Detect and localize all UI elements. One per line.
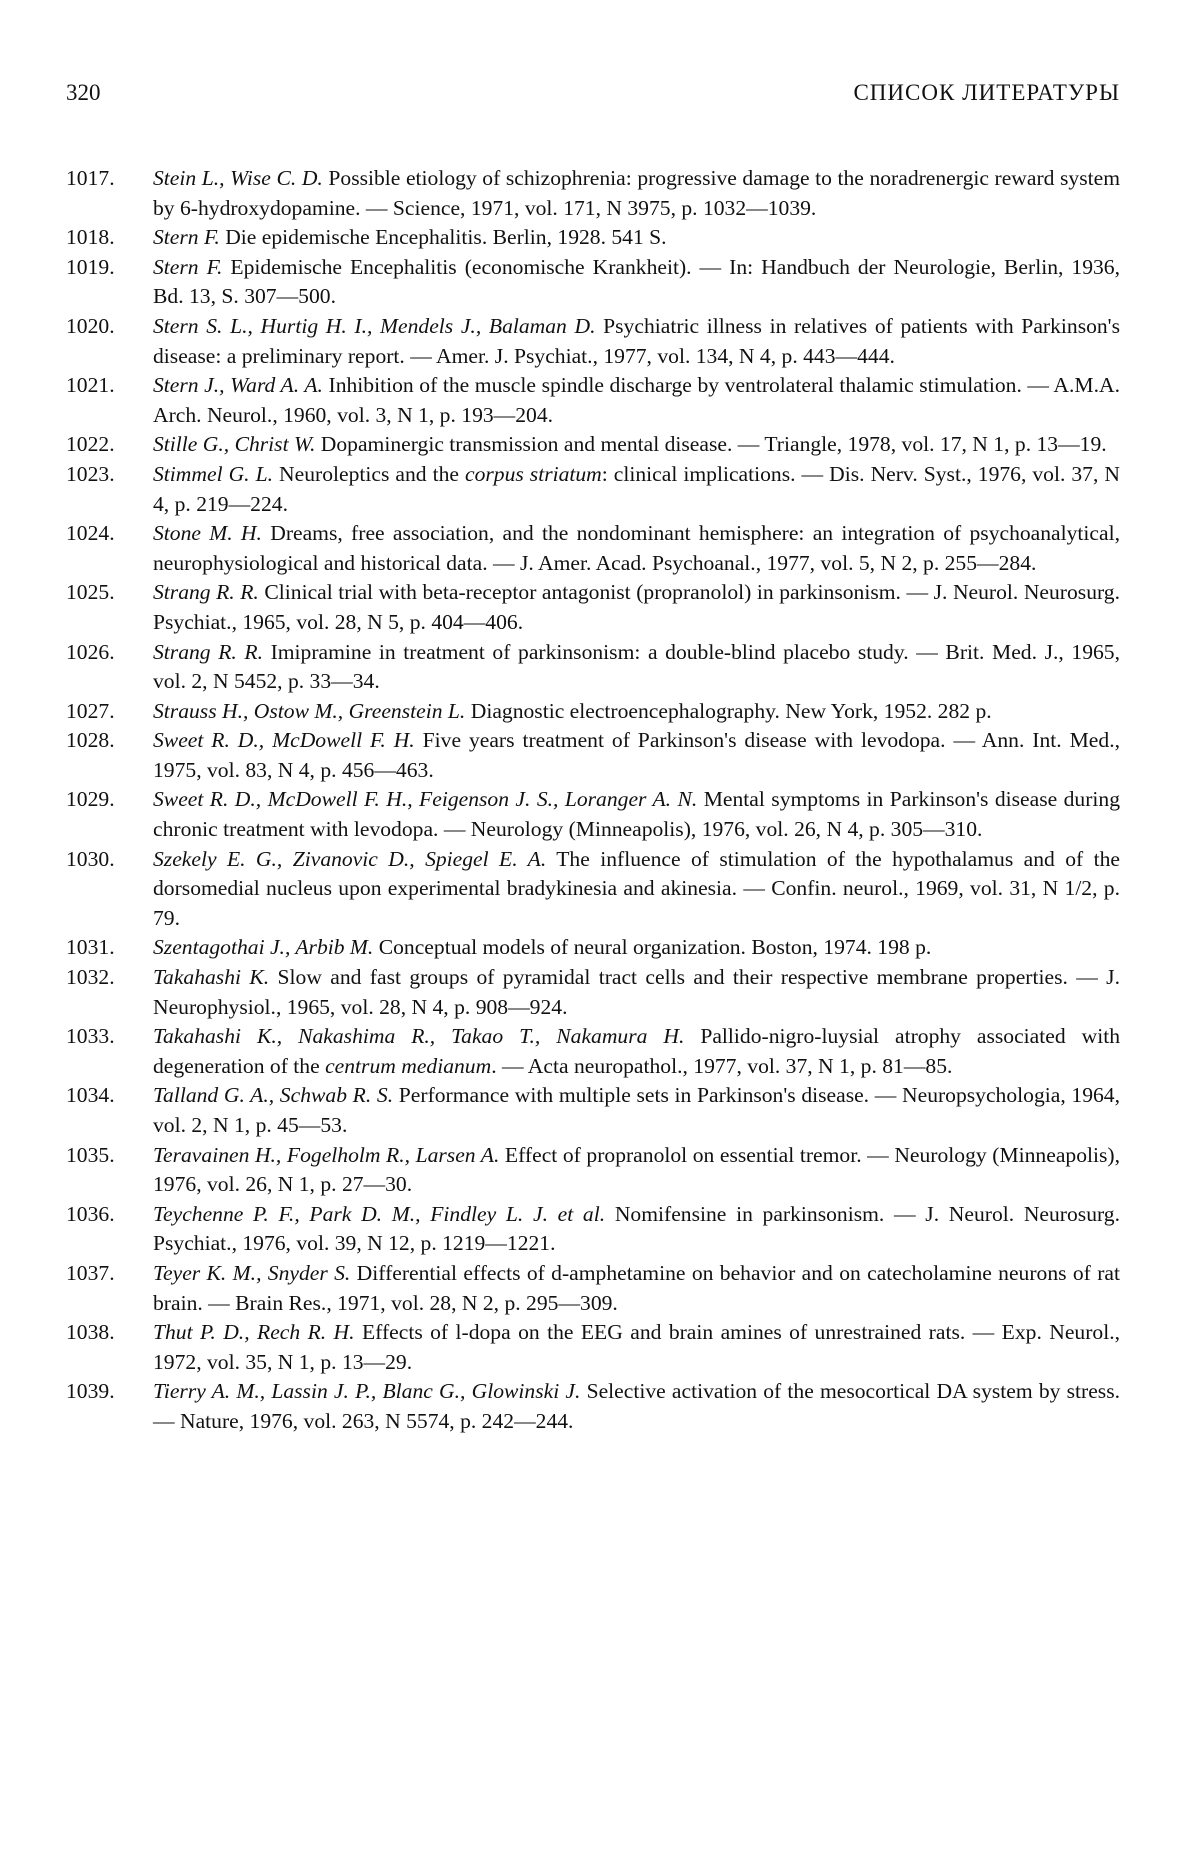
reference-item bbox=[66, 223, 1120, 253]
reference-authors: Sweet R. D., McDowell F. H. bbox=[153, 728, 415, 753]
reference-item bbox=[66, 785, 1120, 844]
reference-text: Neuroleptics and the bbox=[273, 461, 465, 486]
reference-authors: Sweet R. D., McDowell F. H., Feigenson J. S., Loranger A. N. bbox=[153, 787, 698, 812]
reference-text: Nomifensine in parkinsonism. — J. Neurol. Neurosurg. Psychiat., 1976, vol. 39, N 12, p. 1219—1221. bbox=[153, 1201, 1120, 1256]
reference-authors: Tierry A. M., Lassin J. P., Blanc G., Glowinski J. bbox=[153, 1379, 581, 1404]
reference-item bbox=[66, 578, 1120, 637]
section-title: СПИСОК ЛИТЕРАТУРЫ bbox=[853, 80, 1120, 105]
reference-list bbox=[66, 164, 1120, 1437]
reference-number: 1030. bbox=[66, 846, 115, 871]
reference-authors: Strauss H., Ostow M., Greenstein L. bbox=[153, 698, 466, 723]
reference-text: Dopaminergic transmission and mental disease. — Triangle, 1978, vol. 17, N 1, p. 13—19. bbox=[315, 432, 1107, 457]
reference-text: Effects of l-dopa on the EEG and brain amines of unrestrained rats. — Exp. Neurol., 1972, vol. 35, N 1, p. 13—29. bbox=[153, 1320, 1121, 1374]
reference-text: Die epidemische Encephalitis. Berlin, 1928. 541 S. bbox=[219, 225, 667, 250]
reference-item bbox=[66, 1081, 1120, 1140]
reference-number: 1036. bbox=[66, 1201, 115, 1226]
reference-text: Diagnostic electroencephalography. New York, 1952. 282 p. bbox=[465, 698, 992, 723]
reference-item bbox=[66, 1318, 1120, 1377]
reference-text: Clinical trial with beta-receptor antagonist (propranolol) in parkinsonism. — J. Neurol. Neurosurg. Psychiat., 1965, vol. 28, N 5, p. 404—406. bbox=[153, 580, 1120, 634]
reference-number: 1037. bbox=[66, 1260, 115, 1285]
reference-authors: Strang R. R. bbox=[153, 639, 263, 664]
reference-item bbox=[66, 726, 1120, 785]
reference-text: Conceptual models of neural organization. Boston, 1974. 198 p. bbox=[373, 935, 932, 960]
reference-number: 1035. bbox=[66, 1142, 115, 1167]
reference-text: Selective activation of the mesocortical DA system by stress. — Nature, 1976, vol. 263, N 5574, p. 242—244. bbox=[153, 1379, 1121, 1433]
reference-authors: Talland G. A., Schwab R. S. bbox=[153, 1083, 394, 1108]
reference-text: Psychiatric illness in relatives of patients with Parkinson's disease: a preliminary report. — Amer. J. Psychiat., 1977, vol. 134, N 4, p. 443—444. bbox=[153, 313, 1120, 368]
reference-item bbox=[66, 312, 1120, 371]
reference-text: The influence of stimulation of the hypothalamus and of the dorsomedial nucleus upon experimental bradykinesia and akinesia. — Confin. neurol., 1969, vol. 31, N 1/2, p. 79. bbox=[153, 846, 1120, 930]
reference-authors: Stern F. bbox=[153, 225, 220, 250]
reference-item bbox=[66, 1377, 1120, 1436]
reference-number: 1020. bbox=[66, 313, 115, 338]
reference-authors: Stern J., Ward A. A. bbox=[153, 373, 323, 398]
reference-text: Five years treatment of Parkinson's disease with levodopa. — Ann. Int. Med., 1975, vol. 83, N 4, p. 456—463. bbox=[153, 728, 1120, 782]
reference-item bbox=[66, 638, 1120, 697]
reference-number: 1028. bbox=[66, 728, 115, 753]
reference-number: 1019. bbox=[66, 254, 115, 279]
reference-authors: Stern F. bbox=[153, 254, 223, 279]
reference-text: Slow and fast groups of pyramidal tract cells and their respective membrane properties. — J. Neurophysiol., 1965, vol. 28, N 4, p. 908—924. bbox=[153, 965, 1120, 1019]
reference-item bbox=[66, 1259, 1120, 1318]
reference-item bbox=[66, 460, 1120, 519]
reference-authors: Strang R. R. bbox=[153, 580, 259, 605]
reference-text: Effect of propranolol on essential tremor. — Neurology (Minneapolis), 1976, vol. 26, N 1, p. 27—30. bbox=[153, 1142, 1120, 1197]
reference-number: 1021. bbox=[66, 373, 115, 398]
reference-italic-term: corpus striatum bbox=[464, 461, 602, 486]
reference-text: Mental symptoms in Parkinson's disease during chronic treatment with levodopa. — Neurology (Minneapolis), 1976, vol. 26, N 4, p. 305—310. bbox=[153, 787, 1121, 842]
reference-number: 1022. bbox=[66, 432, 115, 457]
reference-item bbox=[66, 371, 1120, 430]
reference-item bbox=[66, 1141, 1120, 1200]
reference-italic-term: centrum medianum bbox=[325, 1053, 492, 1078]
reference-number: 1025. bbox=[66, 580, 115, 605]
reference-item bbox=[66, 430, 1120, 460]
reference-number: 1039. bbox=[66, 1379, 115, 1404]
reference-authors: Takahashi K., Nakashima R., Takao T., Nakamura H. bbox=[153, 1024, 685, 1049]
reference-text: Imipramine in treatment of parkinsonism: a double-blind placebo study. — Brit. Med. J., 1965, vol. 2, N 5452, p. 33—34. bbox=[153, 639, 1120, 694]
reference-authors: Stein L., Wise C. D. bbox=[153, 166, 323, 190]
reference-authors: Teyer K. M., Snyder S. bbox=[153, 1260, 351, 1285]
reference-item bbox=[66, 253, 1120, 312]
reference-authors: Teychenne P. F., Park D. M., Findley L. J. et al. bbox=[153, 1201, 606, 1226]
reference-number: 1032. bbox=[66, 965, 115, 990]
reference-authors: Stern S. L., Hurtig H. I., Mendels J., Balaman D. bbox=[153, 313, 596, 338]
reference-number: 1023. bbox=[66, 461, 115, 486]
reference-text: Dreams, free association, and the nondominant hemisphere: an integration of psychoanalytical, neurophysiological and historical data. — J. Amer. Acad. Psychoanal., 1977, vol. 5, N 2, p. 255—284. bbox=[153, 521, 1120, 575]
reference-authors: Stimmel G. L. bbox=[153, 461, 274, 486]
reference-number: 1031. bbox=[66, 935, 115, 960]
reference-number: 1017. bbox=[66, 166, 115, 190]
reference-number: 1026. bbox=[66, 639, 115, 664]
reference-text: Pallido-nigro-luysial atrophy associated with degeneration of the bbox=[153, 1024, 1120, 1078]
reference-text-continued: : clinical implications. — Dis. Nerv. Syst., 1976, vol. 37, N 4, p. 219—224. bbox=[153, 461, 1120, 516]
reference-item bbox=[66, 1200, 1120, 1259]
reference-authors: Teravainen H., Fogelholm R., Larsen A. bbox=[153, 1142, 500, 1167]
reference-text: Differential effects of d-amphetamine on behavior and on catecholamine neurons of rat brain. — Brain Res., 1971, vol. 28, N 2, p. 295—309. bbox=[153, 1260, 1120, 1315]
reference-authors: Stille G., Christ W. bbox=[153, 432, 316, 457]
reference-number: 1033. bbox=[66, 1024, 115, 1049]
reference-number: 1034. bbox=[66, 1083, 115, 1108]
reference-item bbox=[66, 519, 1120, 578]
reference-authors: Szekely E. G., Zivanovic D., Spiegel E. A. bbox=[153, 846, 547, 871]
page-number: 320 bbox=[66, 80, 101, 105]
reference-authors: Stone M. H. bbox=[153, 521, 262, 546]
reference-authors: Szentagothai J., Arbib M. bbox=[153, 935, 374, 960]
reference-item bbox=[66, 697, 1120, 727]
reference-number: 1027. bbox=[66, 698, 115, 723]
reference-item bbox=[66, 845, 1120, 934]
reference-number: 1038. bbox=[66, 1320, 115, 1345]
reference-text-continued: . — Acta neuropathol., 1977, vol. 37, N 1, p. 81—85. bbox=[491, 1053, 953, 1078]
reference-text: Epidemische Encephalitis (economische Krankheit). — In: Handbuch der Neurologie, Berlin, 1936, Bd. 13, S. 307—500. bbox=[153, 254, 1120, 309]
reference-authors: Takahashi K. bbox=[153, 965, 270, 990]
reference-text: Performance with multiple sets in Parkinson's disease. — Neuropsychologia, 1964, vol. 2, N 1, p. 45—53. bbox=[153, 1083, 1120, 1137]
reference-text: Possible etiology of schizophrenia: progressive damage to the noradrenergic reward system by 6-hydroxydopamine. — Science, 1971, vol. 171, N 3975, p. 1032—1039. bbox=[153, 166, 1121, 220]
reference-item bbox=[66, 164, 1120, 223]
reference-number: 1024. bbox=[66, 521, 115, 546]
running-head bbox=[66, 80, 1120, 114]
reference-number: 1018. bbox=[66, 225, 115, 250]
reference-text: Inhibition of the muscle spindle discharge by ventrolateral thalamic stimulation. — A.M.A. Arch. Neurol., 1960, vol. 3, N 1, p. 193—204. bbox=[153, 373, 1120, 427]
reference-item bbox=[66, 1022, 1120, 1081]
reference-item bbox=[66, 933, 1120, 963]
reference-item bbox=[66, 963, 1120, 1022]
reference-number: 1029. bbox=[66, 787, 115, 812]
reference-authors: Thut P. D., Rech R. H. bbox=[153, 1320, 355, 1345]
